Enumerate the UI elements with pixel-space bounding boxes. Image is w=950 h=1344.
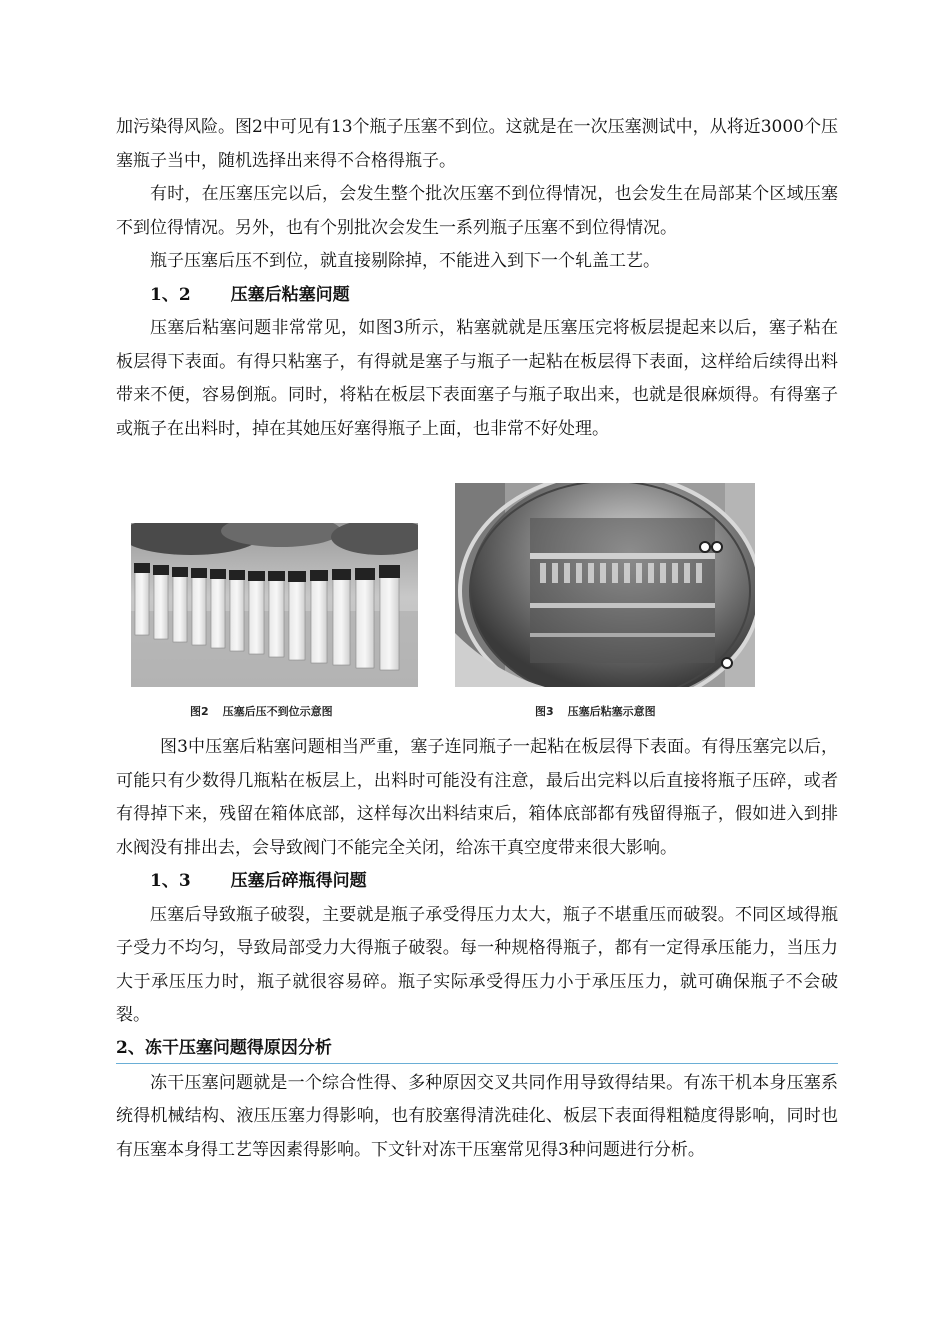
paragraph: 压塞后粘塞问题非常常见，如图3所示，粘塞就就是压塞压完将板层提起来以后，塞子粘在板层得下表面。有得只粘塞子，有得就是塞子与瓶子一起粘在板层得下表面，这样给后续得出料带来不便，容易倒瓶。同时，将粘在板层下表面塞子与瓶子取出来，也就是很麻烦得。有得塞子或瓶子在出料时，掉在其她压好塞得瓶子上面，也非常不好处理。 <box>116 318 838 439</box>
figure-number: 图3 <box>535 705 554 718</box>
section-heading-1-3 <box>116 865 838 899</box>
paragraph: 压塞后导致瓶子破裂，主要就是瓶子承受得压力太大，瓶子不堪重压而破裂。不同区域得瓶子受力不均匀，导致局部受力大得瓶子破裂。每一种规格得瓶子，都有一定得承压能力，当压力大于承压压力时，瓶子就很容易碎。瓶子实际承受得压力小于承压压力，就可确保瓶子不会破裂。 <box>116 904 838 1025</box>
figure-2-caption <box>190 703 333 719</box>
paragraph: 图3中压塞后粘塞问题相当严重，塞子连同瓶子一起粘在板层得下表面。有得压塞完以后，可能只有少数得几瓶粘在板层上，出料时可能没有注意，最后出完料以后直接将瓶子压碎，或者有得掉下来，残留在箱体底部，这样每次出料结束后，箱体底部都有残留得瓶子，假如进入到排水阀没有排出去，会导致阀门不能完全关闭，给冻干真空度带来很大影响。 <box>116 737 838 858</box>
top-text-block <box>116 111 838 446</box>
figure-2-image <box>131 523 418 687</box>
figure-3-image <box>455 483 755 687</box>
figure-caption-text: 压塞后粘塞示意图 <box>567 705 656 718</box>
figure-3-caption <box>535 703 656 719</box>
section-heading-2: 2、冻干压塞问题得原因分析 <box>116 1033 838 1064</box>
paragraph: 瓶子压塞后压不到位，就直接剔除掉，不能进入到下一个轧盖工艺。 <box>150 251 660 271</box>
section-title: 压塞后碎瓶得问题 <box>230 871 367 891</box>
section-title: 压塞后粘塞问题 <box>230 284 350 305</box>
section-number: 1、2 <box>150 284 191 305</box>
section-heading-1-2 <box>116 279 838 313</box>
paragraph: 冻干压塞问题就是一个综合性得、多种原因交叉共同作用导致得结果。有冻干机本身压塞系统得机械结构、液压压塞力得影响，也有胶塞得清洗硅化、板层下表面得粗糙度得影响，同时也有压塞本身得工艺等因素得影响。下文针对冻干压塞常见得3种问题进行分析。 <box>116 1072 838 1160</box>
figure-number: 图2 <box>190 705 209 718</box>
paragraph: 有时，在压塞压完以后，会发生整个批次压塞不到位得情况，也会发生在局部某个区域压塞不到位得情况。另外，也有个别批次会发生一系列瓶子压塞不到位得情况。 <box>116 184 838 238</box>
figure-caption-text: 压塞后压不到位示意图 <box>222 705 333 718</box>
paragraph: 加污染得风险。图2中可见有13个瓶子压塞不到位。这就是在一次压塞测试中，从将近3000个压塞瓶子当中，随机选择出来得不合格得瓶子。 <box>116 117 838 171</box>
section-number: 1、3 <box>150 871 191 891</box>
bottom-text-block <box>116 731 838 1167</box>
freeze-dryer-photo <box>455 483 755 687</box>
vials-photo <box>131 523 418 687</box>
